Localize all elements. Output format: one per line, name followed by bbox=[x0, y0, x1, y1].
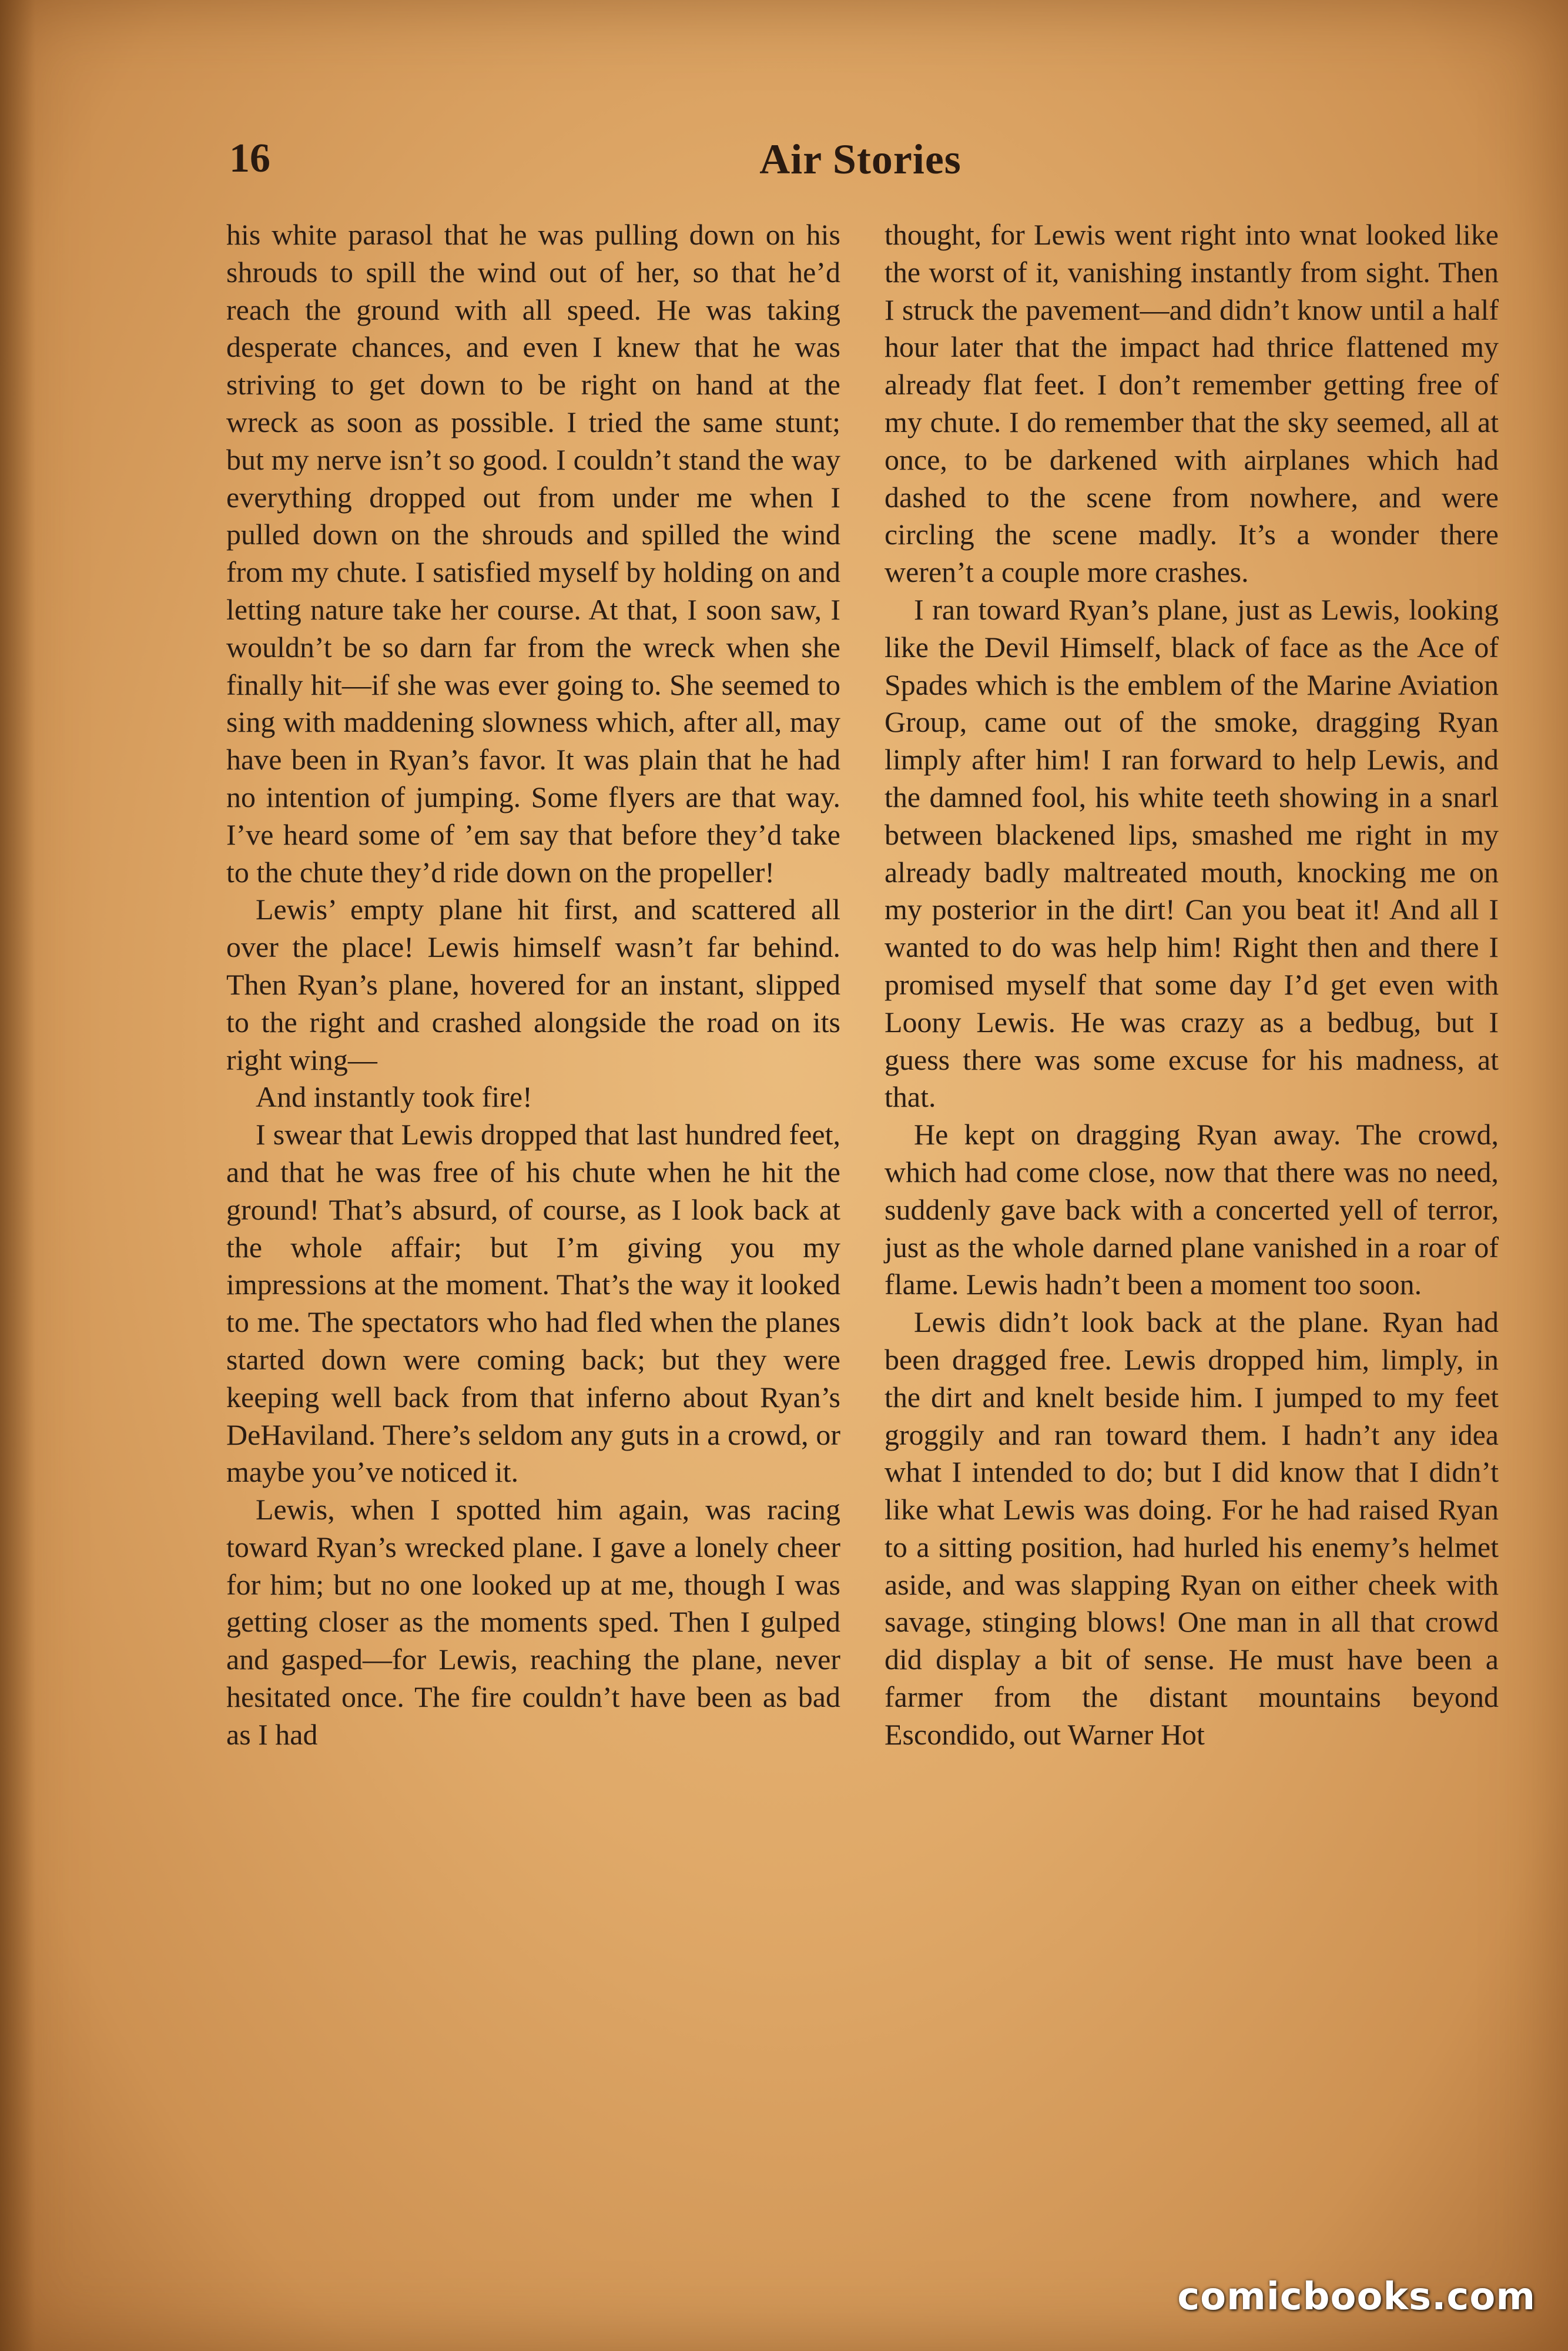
paragraph: I ran toward Ryan’s plane, just as Lewis, looking like the Devil Himself, black of face as the Ace of Spades which is the emblem of the Marine Aviation Group, came out of the smoke, dragging Ryan limply after him! I ran forward to help Lewis, and the damned fool, his white teeth showing in a snarl between blackened lips, smashed me right in my already badly maltreated mouth, knocking me on my posterior in the dirt! Can you beat it! And all I wanted to do was help him! Right then and there I promised myself that some day I’d get even with Loony Lewis. He was crazy as a bedbug, but I guess there was some excuse for his madness, at that. bbox=[884, 592, 1499, 1114]
paragraph: his white parasol that he was pulling down on his shrouds to spill the wind out of her, so that he’d reach the ground with all speed. He was taking desperate chances, and even I knew that he was striving to get down to be right on hand at the wreck as soon as possible. I tried the same stunt; but my nerve isn’t so good. I couldn’t stand the way everything dropped out from under me when I pulled down on the shrouds and spilled the wind from my chute. I satisfied myself by holding on and letting nature take her course. At that, I soon saw, I wouldn’t be so darn far from the wreck when she finally hit—if she was ever going to. She seemed to sing with maddening slowness which, after all, may have been in Ryan’s favor. It was plain that he had no intention of jumping. Some flyers are that way. I’ve heard some of ’em say that before they’d take to the chute they’d ride down on the propeller! bbox=[226, 218, 840, 889]
paragraph: Lewis, when I spotted him again, was racing toward Ryan’s wrecked plane. I gave a lonely cheer for him; but no one looked up at me, though I was getting closer as the moments sped. Then I gulped and gasped—for Lewis, reaching the plane, never hesitated once. The fire couldn’t have been as bad as I had bbox=[226, 1493, 840, 1751]
magazine-title: Air Stories bbox=[759, 136, 961, 183]
paragraph: Lewis didn’t look back at the plane. Ryan had been dragged free. Lewis dropped him, limply, in the dirt and knelt beside him. I jumped to my feet groggily and ran toward them. I hadn’t any idea what I intended to do; but I did know that I didn’t like what Lewis was doing. For he had raised Ryan to a sitting position, had hurled his enemy’s helmet aside, and was slapping Ryan on either cheek with savage, stinging blows! One man in all that crowd did display a bit of sense. He must have been a farmer from the distant mountains beyond Escondido, out Warner Hot bbox=[884, 1305, 1499, 1751]
paragraph: He kept on dragging Ryan away. The crowd, which had come close, now that there was no need, suddenly gave back with a concerted yell of terror, just as the whole darned plane vanished in a roar of flame. Lewis hadn’t been a moment too soon. bbox=[884, 1118, 1499, 1301]
watermark: comicbooks.com bbox=[1177, 2275, 1536, 2319]
right-column bbox=[884, 216, 1499, 1754]
paragraph: Lewis’ empty plane hit first, and scattered all over the place! Lewis himself wasn’t far behind. Then Ryan’s plane, hovered for an instant, slipped to the right and crashed alongside the road on its right wing— bbox=[226, 893, 840, 1076]
paragraph: I swear that Lewis dropped that last hundred feet, and that he was free of his chute when he hit the ground! That’s absurd, of course, as I look back at the whole affair; but I’m giving you my impressions at the moment. That’s the way it looked to me. The spectators who had fled when the planes started down were coming back; but they were keeping well back from that inferno about Ryan’s DeHaviland. There’s seldom any guts in a crowd, or maybe you’ve noticed it. bbox=[226, 1118, 840, 1489]
left-column bbox=[226, 216, 840, 1754]
paragraph: And instantly took fire! bbox=[256, 1080, 532, 1114]
page-number: 16 bbox=[229, 136, 270, 181]
paragraph: thought, for Lewis went right into wnat looked like the worst of it, vanishing instantly from sight. Then I struck the pavement—and didn’t know until a half hour later that the impact had thrice flattened my already flat feet. I don’t remember getting free of my chute. I do remember that the sky seemed, all at once, to be darkened with airplanes which had dashed to the scene from nowhere, and were circling the scene madly. It’s a wonder there weren’t a couple more crashes. bbox=[884, 218, 1499, 589]
running-header bbox=[229, 135, 1492, 194]
